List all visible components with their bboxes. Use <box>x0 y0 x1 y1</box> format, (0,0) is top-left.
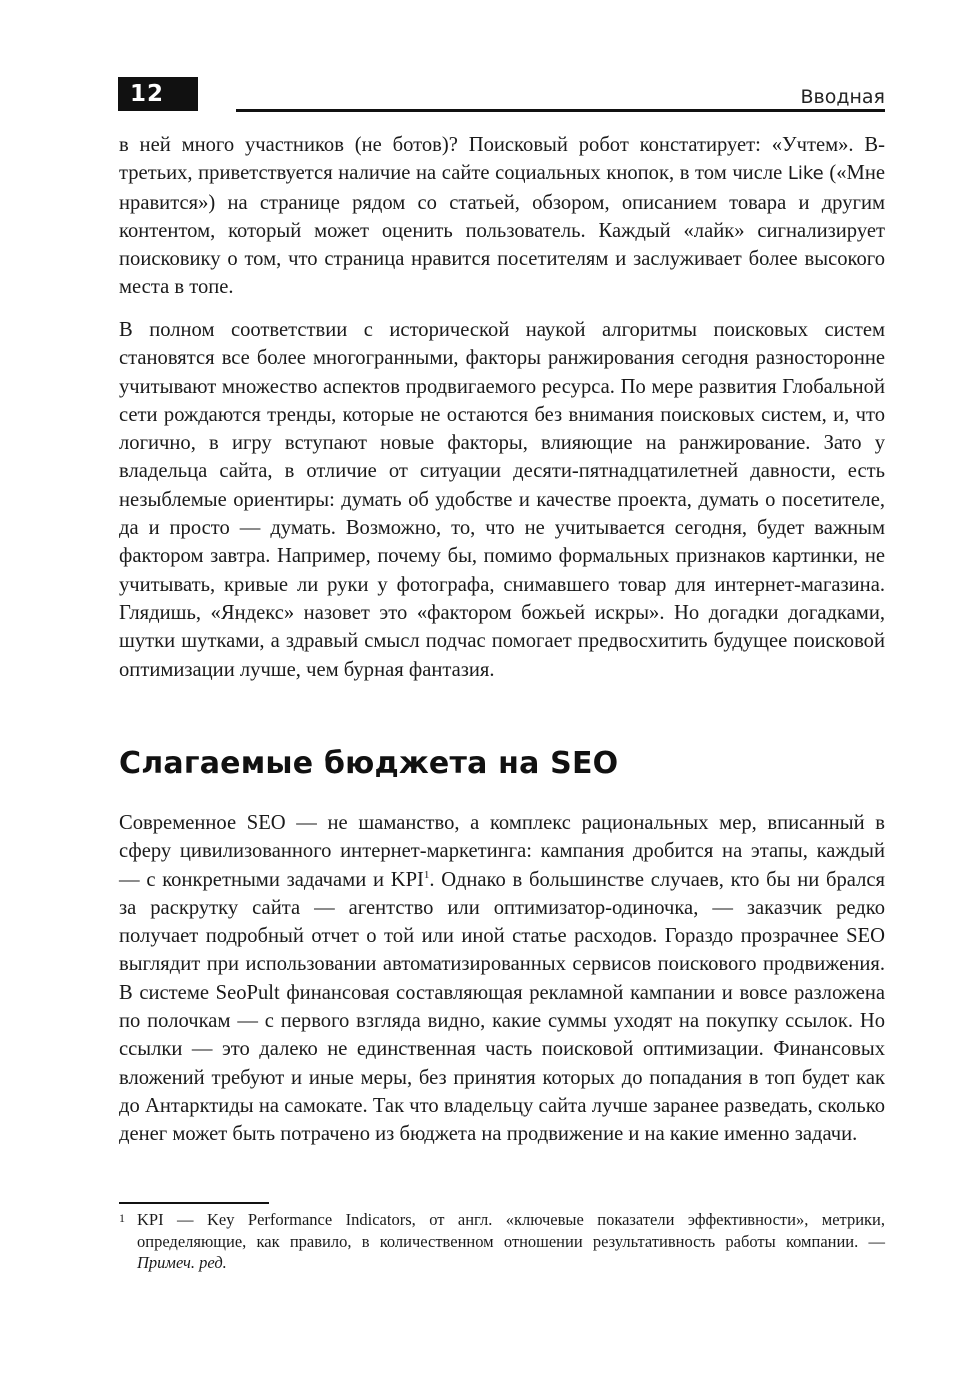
paragraph-social-buttons <box>119 131 885 302</box>
footnote-text: KPI — Key Performance Indicators, от англ. «ключевые показатели эффективности», метрики, определяющие, как правило, в количественном отношении результативность работы компании. — <box>137 1210 885 1251</box>
footnote-body <box>119 1209 885 1274</box>
footnote-reference[interactable]: 1 <box>423 868 430 881</box>
running-header-title: Вводная <box>800 86 885 108</box>
editor-note: Примеч. ред. <box>137 1253 227 1272</box>
paragraph-text: в ней много участников (не ботов)? Поисковый робот констатирует: «Учтем». В-третьих, приветствуется наличие на сайте социальных кнопок, в том числе <box>119 134 885 185</box>
paragraph-text: Современное SEO — не шаманство, а комплекс рациональных мер, вписанный в сферу цивилизованного интернет-маркетинга: кампания дробится на этапы, каждый — с конкретными задачами и KPI <box>119 812 885 891</box>
like-word: Like <box>787 163 824 185</box>
paragraph-text: . Однако в большинстве случаев, кто бы ни брался за раскрутку сайта — агентство или оптимизатор-одиночка, — заказчик редко получает подробный отчет о той или иной статье расходов. Гораздо прозрачнее SEO выглядит при использовании автоматизированных сервисов поискового продвижения. В системе SeoPult финансовая составляющая рекламной кампании и вовсе разложена по полочкам — с первого взгляда видно, какие суммы уходят на покупку ссылок. Но ссылки — это далеко не единственная часть поисковой оптимизации. Финансовых вложений требуют и иные меры, без принятия которых до попадания в топ будет как до Антарктиды на самокате. Так что владельцу сайта лучше заранее разведать, сколько денег может быть потрачено из бюджета на продвижение и на какие именно задачи. <box>119 868 885 1146</box>
footnote-rule <box>119 1202 269 1204</box>
footnote-mark: 1 <box>119 1211 125 1225</box>
footnote <box>119 1209 885 1274</box>
header-rule <box>236 109 885 112</box>
paragraph-seo-budget <box>119 809 885 1149</box>
section-heading: Слагаемые бюджета на SEO <box>119 746 619 781</box>
page-number: 12 <box>118 77 198 111</box>
paragraph-ranking-factors: В полном соответствии с исторической наукой алгоритмы поисковых систем становятся все более многогранными, факторы ранжирования сегодня разносторонне учитывают множество аспектов продвигаемого ресурса. По мере развития Глобальной сети рождаются тренды, которые не остаются без внимания поисковых систем, и, что логично, в игру вступают новые факторы, влияющие на ранжирование. Зато у владельца сайта, в отличие от ситуации десяти-пятнадцатилетней давности, есть незыблемые ориентиры: думать об удобстве и качестве проекта, думать о посетителе, да и просто — думать. Возможно, то, что не учитывается сегодня, будет важным фактором завтра. Например, почему бы, помимо формальных признаков картинки, не учитывать, кривые ли руки у фотографа, снимавшего товар для интернет-магазина. Глядишь, «Яндекс» назовет это «фактором божьей искры». Но догадки догадками, шутки шутками, а здравый смысл подчас помогает предвосхитить будущее поисковой оптимизации лучше, чем бурная фантазия. <box>119 319 885 681</box>
paragraph-text: («Мне нравится») на странице рядом со статьей, обзором, описанием товара и другим контентом, который может оценить пользователь. Каждый «лайк» сигнализирует поисковику о том, что страница нравится посетителям и заслуживает более высокого места в топе. <box>119 162 885 299</box>
